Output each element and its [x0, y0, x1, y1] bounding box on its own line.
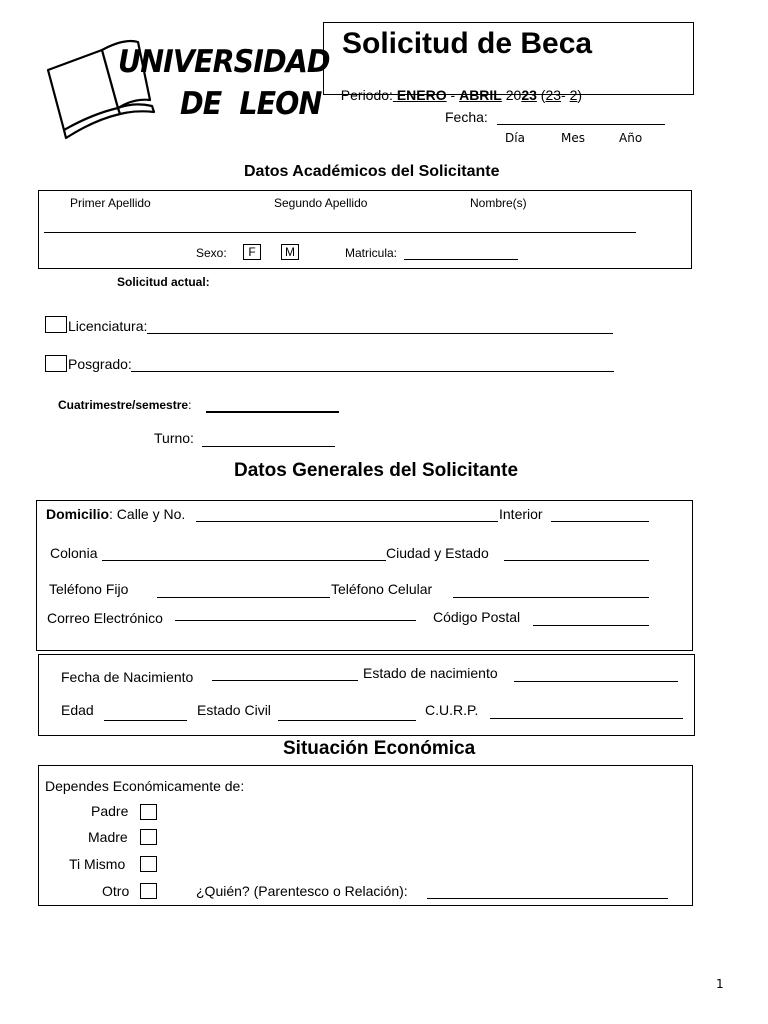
- fecha-nac-label: Fecha de Nacimiento: [61, 669, 194, 685]
- posgrado-label: Posgrado:: [68, 356, 132, 372]
- licenciatura-checkbox[interactable]: [45, 316, 67, 333]
- tel-fijo-field[interactable]: [157, 597, 330, 598]
- logo-text-line2: DE LEON: [180, 86, 322, 122]
- quien-label: ¿Quién? (Parentesco o Relación):: [196, 883, 408, 899]
- interior-label: Interior: [499, 506, 543, 522]
- period-separator: -: [450, 87, 456, 103]
- correo-field[interactable]: [175, 620, 416, 621]
- correo-label: Correo Electrónico: [47, 610, 163, 626]
- quien-field[interactable]: [427, 898, 668, 899]
- curp-label: C.U.R.P.: [425, 702, 479, 718]
- sex-label: Sexo:: [196, 246, 227, 260]
- edad-label: Edad: [61, 702, 94, 718]
- year-suffix: 23: [521, 87, 537, 103]
- shift-label: Turno:: [154, 430, 194, 446]
- otro-checkbox[interactable]: [140, 883, 157, 899]
- ciudad-field[interactable]: [504, 560, 649, 561]
- sex-f-label: F: [248, 245, 256, 259]
- curp-field[interactable]: [490, 718, 683, 719]
- first-surname-label: Primer Apellido: [70, 196, 151, 210]
- domicilio-label: Domicilio: [46, 506, 110, 522]
- posgrado-field[interactable]: [131, 371, 614, 372]
- economic-section-title: Situación Económica: [283, 738, 476, 759]
- ti-mismo-label: Ti Mismo: [69, 856, 126, 872]
- ciudad-label: Ciudad y Estado: [386, 545, 489, 561]
- matricula-field[interactable]: [404, 259, 518, 260]
- year-code-close: ): [577, 87, 583, 103]
- calle-label: : Calle y No.: [109, 506, 186, 522]
- cp-label: Código Postal: [433, 609, 521, 625]
- second-surname-label: Segundo Apellido: [274, 196, 368, 210]
- page-number: 1: [716, 977, 724, 991]
- domicilio-row: [46, 506, 185, 522]
- full-name-field[interactable]: [44, 232, 636, 233]
- ti-mismo-checkbox[interactable]: [140, 856, 157, 872]
- otro-label: Otro: [102, 883, 130, 899]
- colonia-field[interactable]: [102, 560, 386, 561]
- tel-cel-field[interactable]: [453, 597, 649, 598]
- padre-label: Padre: [91, 803, 129, 819]
- date-day-label: Día: [505, 131, 525, 145]
- depends-label: Dependes Económicamente de:: [45, 778, 245, 794]
- estado-civil-label: Estado Civil: [197, 702, 271, 718]
- date-year-label: Año: [619, 131, 643, 145]
- sex-m-label: M: [285, 245, 295, 259]
- date-label: Fecha:: [445, 109, 488, 125]
- cp-field[interactable]: [533, 625, 649, 626]
- date-field[interactable]: [497, 124, 665, 125]
- address-box: [36, 500, 693, 651]
- general-section-title: Datos Generales del Solicitante: [234, 460, 519, 481]
- estado-civil-field[interactable]: [278, 720, 416, 721]
- licenciatura-field[interactable]: [147, 333, 613, 334]
- period-to: ABRIL: [459, 87, 502, 103]
- year-code-open: (: [540, 87, 546, 103]
- sex-m-option[interactable]: [281, 244, 299, 260]
- period-label: Periodo:: [340, 87, 393, 103]
- year-code-b: 2: [569, 87, 578, 103]
- names-label: Nombre(s): [470, 196, 527, 210]
- shift-field[interactable]: [202, 446, 335, 447]
- current-request-label: Solicitud actual:: [117, 275, 210, 289]
- year-prefix: 20: [505, 87, 522, 103]
- calle-field[interactable]: [196, 521, 498, 522]
- tel-fijo-label: Teléfono Fijo: [49, 581, 129, 597]
- padre-checkbox[interactable]: [140, 804, 157, 820]
- fecha-nac-field[interactable]: [212, 680, 358, 681]
- year-code-a: 23: [545, 87, 562, 103]
- matricula-label: Matricula:: [345, 246, 398, 260]
- term-row: [58, 398, 191, 412]
- sex-f-option[interactable]: [243, 244, 261, 260]
- madre-label: Madre: [88, 829, 128, 845]
- year-code-dash: -: [561, 87, 570, 103]
- posgrado-checkbox[interactable]: [45, 355, 67, 372]
- term-colon: :: [188, 398, 192, 412]
- period-row: [333, 71, 582, 103]
- university-logo: [42, 30, 330, 150]
- colonia-label: Colonia: [50, 545, 98, 561]
- tel-cel-label: Teléfono Celular: [331, 581, 433, 597]
- logo-text-line1: UNIVERSIDAD: [118, 44, 330, 80]
- estado-nac-field[interactable]: [514, 681, 678, 682]
- interior-field[interactable]: [551, 521, 649, 522]
- edad-field[interactable]: [104, 720, 187, 721]
- date-month-label: Mes: [561, 131, 585, 145]
- madre-checkbox[interactable]: [140, 829, 157, 845]
- licenciatura-label: Licenciatura:: [68, 318, 148, 334]
- form-title: Solicitud de Beca: [342, 27, 593, 60]
- term-field[interactable]: [206, 411, 339, 413]
- period-from: ENERO: [396, 87, 447, 103]
- estado-nac-label: Estado de nacimiento: [363, 665, 498, 681]
- academic-section-title: Datos Académicos del Solicitante: [244, 163, 500, 180]
- term-label: Cuatrimestre/semestre: [58, 398, 189, 412]
